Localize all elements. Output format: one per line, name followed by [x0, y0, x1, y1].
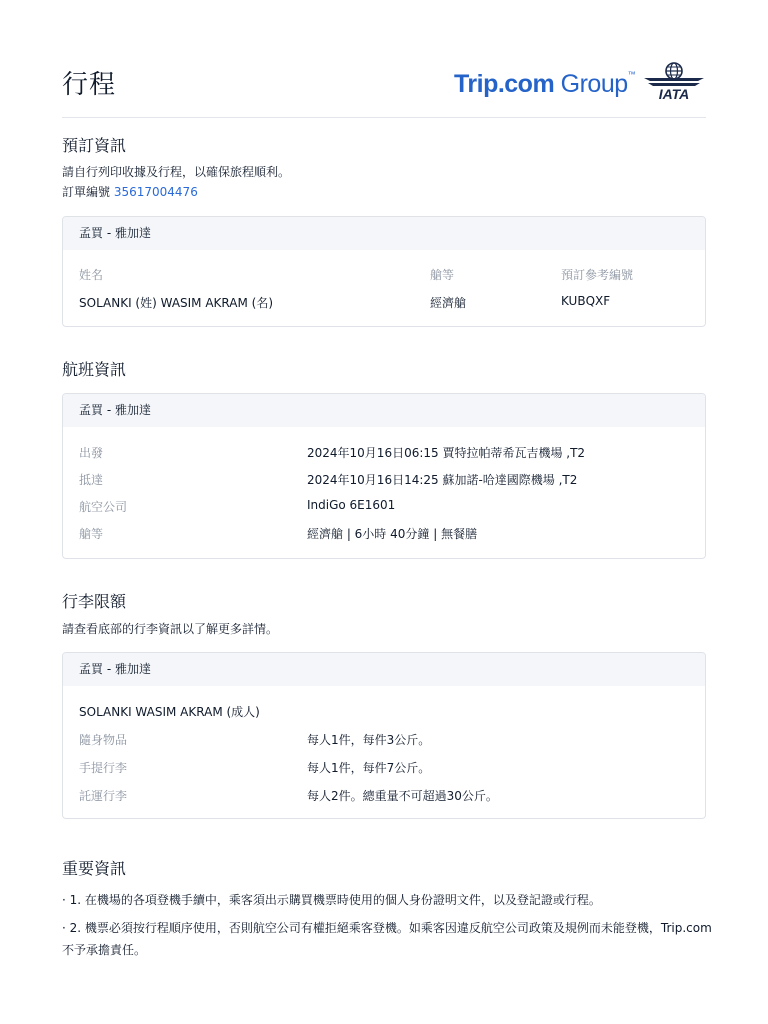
- checked-baggage-value: 每人2件。總重量不可超過30公斤。: [307, 789, 498, 803]
- flight-cabin-value: 經濟艙 | 6小時 40分鐘 | 無餐膳: [307, 527, 478, 541]
- departure-value: 2024年10月16日06:15 賈特拉帕蒂希瓦吉機場 ,T2: [307, 446, 586, 460]
- iata-logo-text: IATA: [658, 86, 690, 102]
- airline-value: IndiGo 6E1601: [307, 498, 396, 512]
- passenger-name: SOLANKI (姓) WASIM AKRAM (名): [79, 296, 274, 310]
- baggage-section-title: 行李限額: [62, 592, 127, 611]
- cabin-column-header: 艙等: [430, 268, 455, 282]
- cabin-value: 經濟艙: [430, 296, 467, 310]
- baggage-passenger: SOLANKI WASIM AKRAM (成人): [79, 705, 260, 719]
- order-number-link[interactable]: 35617004476: [113, 185, 198, 199]
- flight-card-route: 孟買 - 雅加達: [63, 394, 705, 427]
- booking-card-route: 孟買 - 雅加達: [63, 217, 705, 250]
- baggage-card-route: 孟買 - 雅加達: [63, 653, 705, 686]
- flight-section-title: 航班資訊: [62, 360, 127, 379]
- personal-item-value: 每人1件，每件3公斤。: [307, 733, 431, 747]
- page-title: 行程: [62, 70, 117, 100]
- brand-group: Group: [560, 70, 628, 98]
- personal-item-label: 隨身物品: [79, 733, 128, 747]
- page-header: [62, 62, 706, 118]
- booking-reference: KUBQXF: [561, 294, 611, 308]
- booking-section-title: 預訂資訊: [62, 136, 127, 155]
- brand-name: Trip.com: [454, 70, 555, 98]
- baggage-note: 請查看底部的行李資訊以了解更多詳情。: [62, 622, 279, 636]
- carry-on-value: 每人1件，每件7公斤。: [307, 761, 431, 775]
- iata-logo-icon: [642, 62, 706, 102]
- important-item-2: · 2. 機票必須按行程順序使用，否則航空公司有權拒絕乘客登機。如乘客因違反航空公司政策及規例而未能登機，Trip.com 不予承擔責任。: [62, 921, 712, 957]
- baggage-card: [62, 652, 706, 819]
- order-number-label: 訂單編號: [62, 185, 111, 199]
- booking-note: 請自行列印收據及行程，以確保旅程順利。: [62, 165, 291, 179]
- important-item-1: · 1. 在機場的各項登機手續中，乘客須出示購買機票時使用的個人身份證明文件，以及登記證或行程。: [62, 893, 601, 907]
- arrival-value: 2024年10月16日14:25 蘇加諾-哈達國際機場 ,T2: [307, 473, 578, 487]
- important-section-title: 重要資訊: [62, 859, 127, 878]
- flight-cabin-label: 艙等: [79, 527, 104, 541]
- trip-com-group-logo: [454, 70, 635, 99]
- reference-column-header: 預訂參考編號: [561, 268, 634, 282]
- booking-card: [62, 216, 706, 327]
- departure-label: 出發: [79, 446, 104, 460]
- airline-label: 航空公司: [79, 500, 128, 514]
- checked-baggage-label: 託運行李: [79, 789, 128, 803]
- name-column-header: 姓名: [79, 268, 104, 282]
- carry-on-label: 手提行李: [79, 761, 128, 775]
- order-number-line: [62, 183, 198, 200]
- flight-card: [62, 393, 706, 559]
- brand-trademark: ™: [627, 70, 636, 79]
- arrival-label: 抵達: [79, 473, 104, 487]
